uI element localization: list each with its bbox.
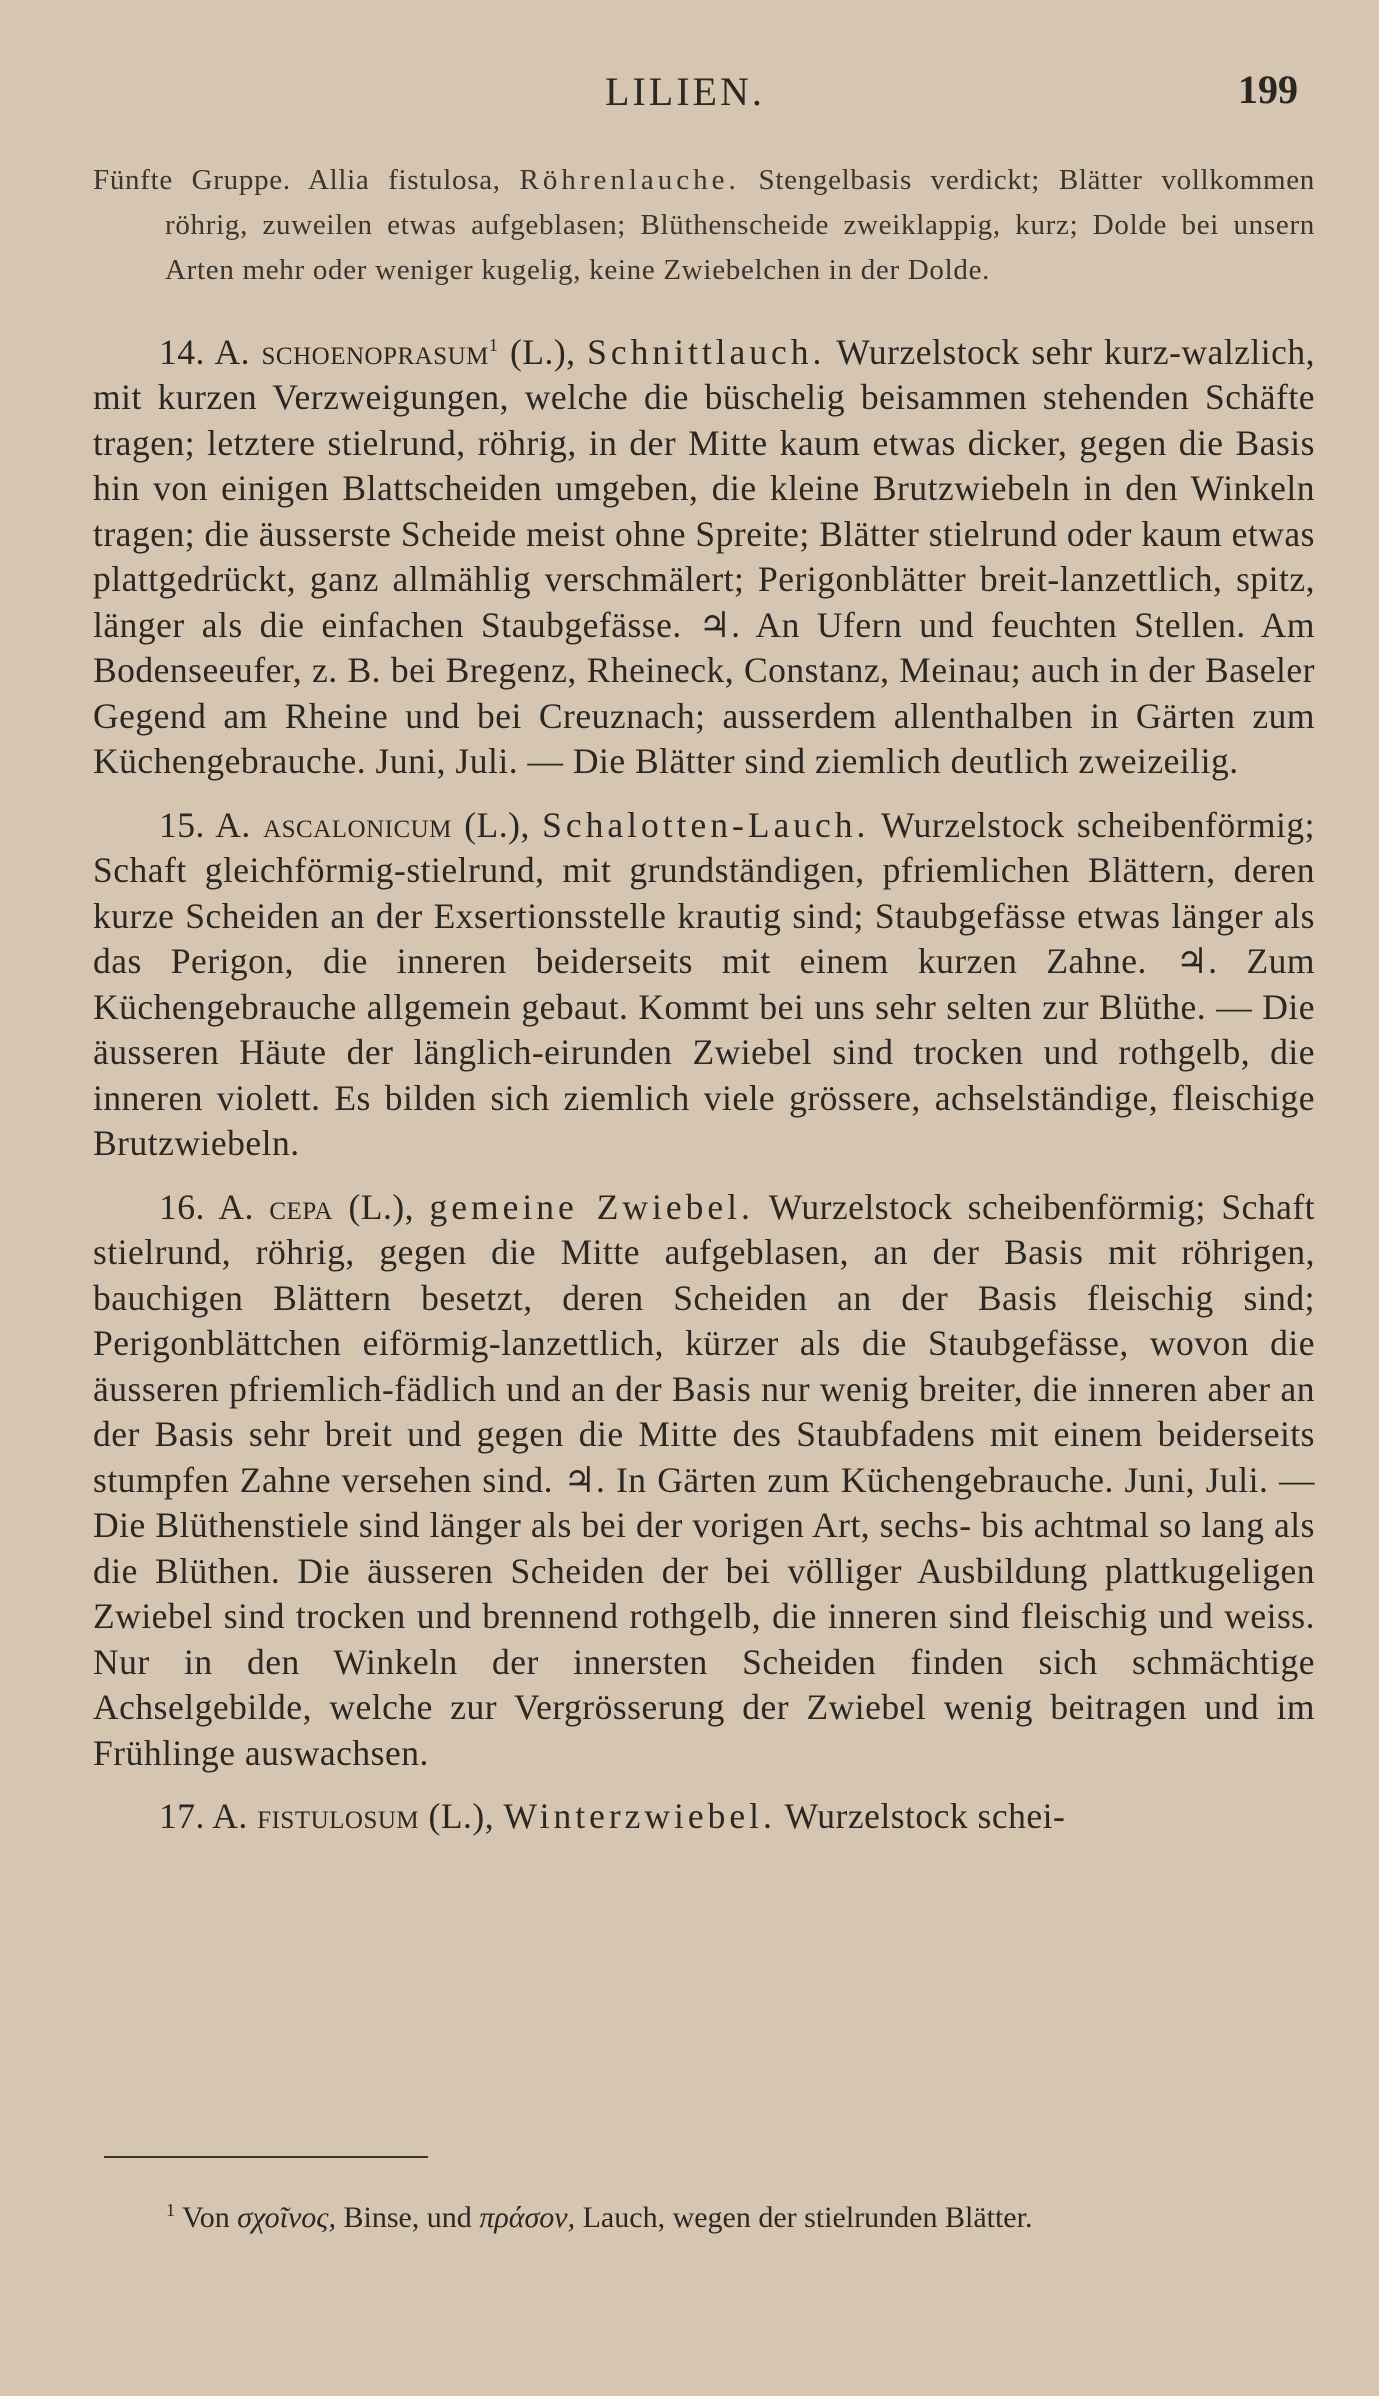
- entry-number: 14. A.: [159, 331, 250, 372]
- group-latin-name: Allia fistulosa,: [307, 164, 501, 196]
- footnote-text-before: Von: [181, 2201, 230, 2234]
- author-citation: (L.),: [428, 1796, 495, 1837]
- group-heading: [93, 158, 1315, 293]
- entry-description: Wurzelstock sehr kurz-walzlich, mit kurzen Verzweigungen, welche die büschelig beisammen stehenden Schäfte tragen; letztere stielrund, röhrig, in der Mitte kaum etwas dicker, gegen die Basis hin von einigen Blattscheiden umgeben, die kleine Brutzwiebeln in den Winkeln tragen; die äusserste Scheide meist ohne Spreite; Blätter stielrund oder kaum etwas plattgedrückt, ganz allmählig verschmälert; Perigonblätter breit-lanzettlich, spitz, länger als die einfachen Staubgefässe. ♃. An Ufern und feuchten Stellen. Am Bodenseeufer, z. B. bei Bregenz, Rheineck, Constanz, Meinau; auch in der Baseler Gegend am Rheine und bei Creuznach; ausserdem allenthalben in Gärten zum Küchengebrauche. Juni, Juli. — Die Blätter sind ziemlich deutlich zweizeilig.: [93, 331, 1316, 782]
- entry-number: 15. A.: [159, 804, 251, 845]
- species-entry-17: [93, 1794, 1315, 1840]
- group-description: Stengelbasis verdickt; Blätter vollkommen röhrig, zuweilen etwas aufgeblasen; Blüthenscheide zweiklappig, kurz; Dolde bei unsern Arten mehr oder weniger kugelig, keine Zwiebelchen in der Dolde.: [165, 164, 1315, 286]
- footnote-divider: [104, 2156, 428, 2158]
- footnote-greek-word-1: σχοῖνος,: [237, 2201, 336, 2234]
- page-header: [0, 64, 1379, 124]
- entry-description: Wurzelstock scheibenförmig; Schaft gleichförmig-stielrund, mit grundständigen, pfriemlichen Blättern, deren kurze Scheiden an der Exsertionsstelle krautig sind; Staubgefässe etwas länger als das Perigon, die inneren beiderseits mit einem kurzen Zahne. ♃. Zum Küchengebrauche allgemein gebaut. Kommt bei uns sehr selten zur Blüthe. — Die äusseren Häute der länglich-eirunden Zwiebel sind trocken und rothgelb, die inneren violett. Es bilden sich ziemlich viele grössere, achselständige, fleischige Brutzwiebeln.: [93, 804, 1316, 1164]
- page-number: 199: [1238, 67, 1298, 112]
- common-name: Schnittlauch.: [587, 331, 826, 372]
- footnote: [166, 2190, 1316, 2238]
- main-text: [93, 158, 1315, 1858]
- footnote-reference: 1: [488, 335, 499, 355]
- entry-number: 17. A.: [159, 1796, 248, 1837]
- species-name: fistulosum: [257, 1796, 420, 1837]
- running-title: LILIEN.: [605, 69, 765, 114]
- common-name: Schalotten-Lauch.: [542, 804, 870, 845]
- footnote-text-middle: Binse, und: [343, 2201, 472, 2234]
- species-name: ascalonicum: [263, 804, 452, 845]
- common-name: Winterzwiebel.: [503, 1796, 776, 1837]
- entry-description: Wurzelstock schei-: [784, 1796, 1066, 1837]
- species-entry-15: [93, 803, 1315, 1167]
- footnote-greek-word-2: πράσον,: [479, 2201, 576, 2234]
- author-citation: (L.),: [348, 1186, 415, 1227]
- entry-number: 16. A.: [159, 1186, 254, 1227]
- group-german-name: Röhrenlauche.: [519, 164, 740, 196]
- footnote-text-after: Lauch, wegen der stielrunden Blätter.: [582, 2201, 1033, 2234]
- species-name: schoenoprasum: [261, 331, 489, 372]
- author-citation: (L.),: [464, 804, 530, 845]
- author-citation: (L.),: [509, 331, 576, 372]
- species-name: cepa: [269, 1186, 333, 1227]
- species-entry-16: [93, 1185, 1315, 1777]
- common-name: gemeine Zwiebel.: [429, 1186, 754, 1227]
- entry-description: Wurzelstock scheibenförmig; Schaft stielrund, röhrig, gegen die Mitte aufgeblasen, an der Basis mit röhrigen, bauchigen Blättern besetzt, deren Scheiden an der Basis fleischig sind; Perigonblättchen eiförmig-lanzettlich, kürzer als die Staubgefässe, wovon die äusseren pfriemlich-fädlich und an der Basis nur wenig breiter, die inneren aber an der Basis sehr breit und gegen die Mitte des Staubfadens mit einem beiderseits stumpfen Zahne versehen sind. ♃. In Gärten zum Küchengebrauche. Juni, Juli. — Die Blüthenstiele sind länger als bei der vorigen Art, sechs- bis achtmal so lang als die Blüthen. Die äusseren Scheiden der bei völliger Ausbildung plattkugeligen Zwiebel sind trocken und brennend rothgelb, die inneren sind fleischig und weiss. Nur in den Winkeln der innersten Scheiden finden sich schmächtige Achselgebilde, welche zur Vergrösserung der Zwiebel wenig beitragen und im Frühlinge auswachsen.: [93, 1186, 1316, 1773]
- group-label: Fünfte Gruppe.: [93, 164, 291, 196]
- footnote-mark: 1: [166, 2200, 175, 2220]
- species-entry-14: [93, 323, 1315, 785]
